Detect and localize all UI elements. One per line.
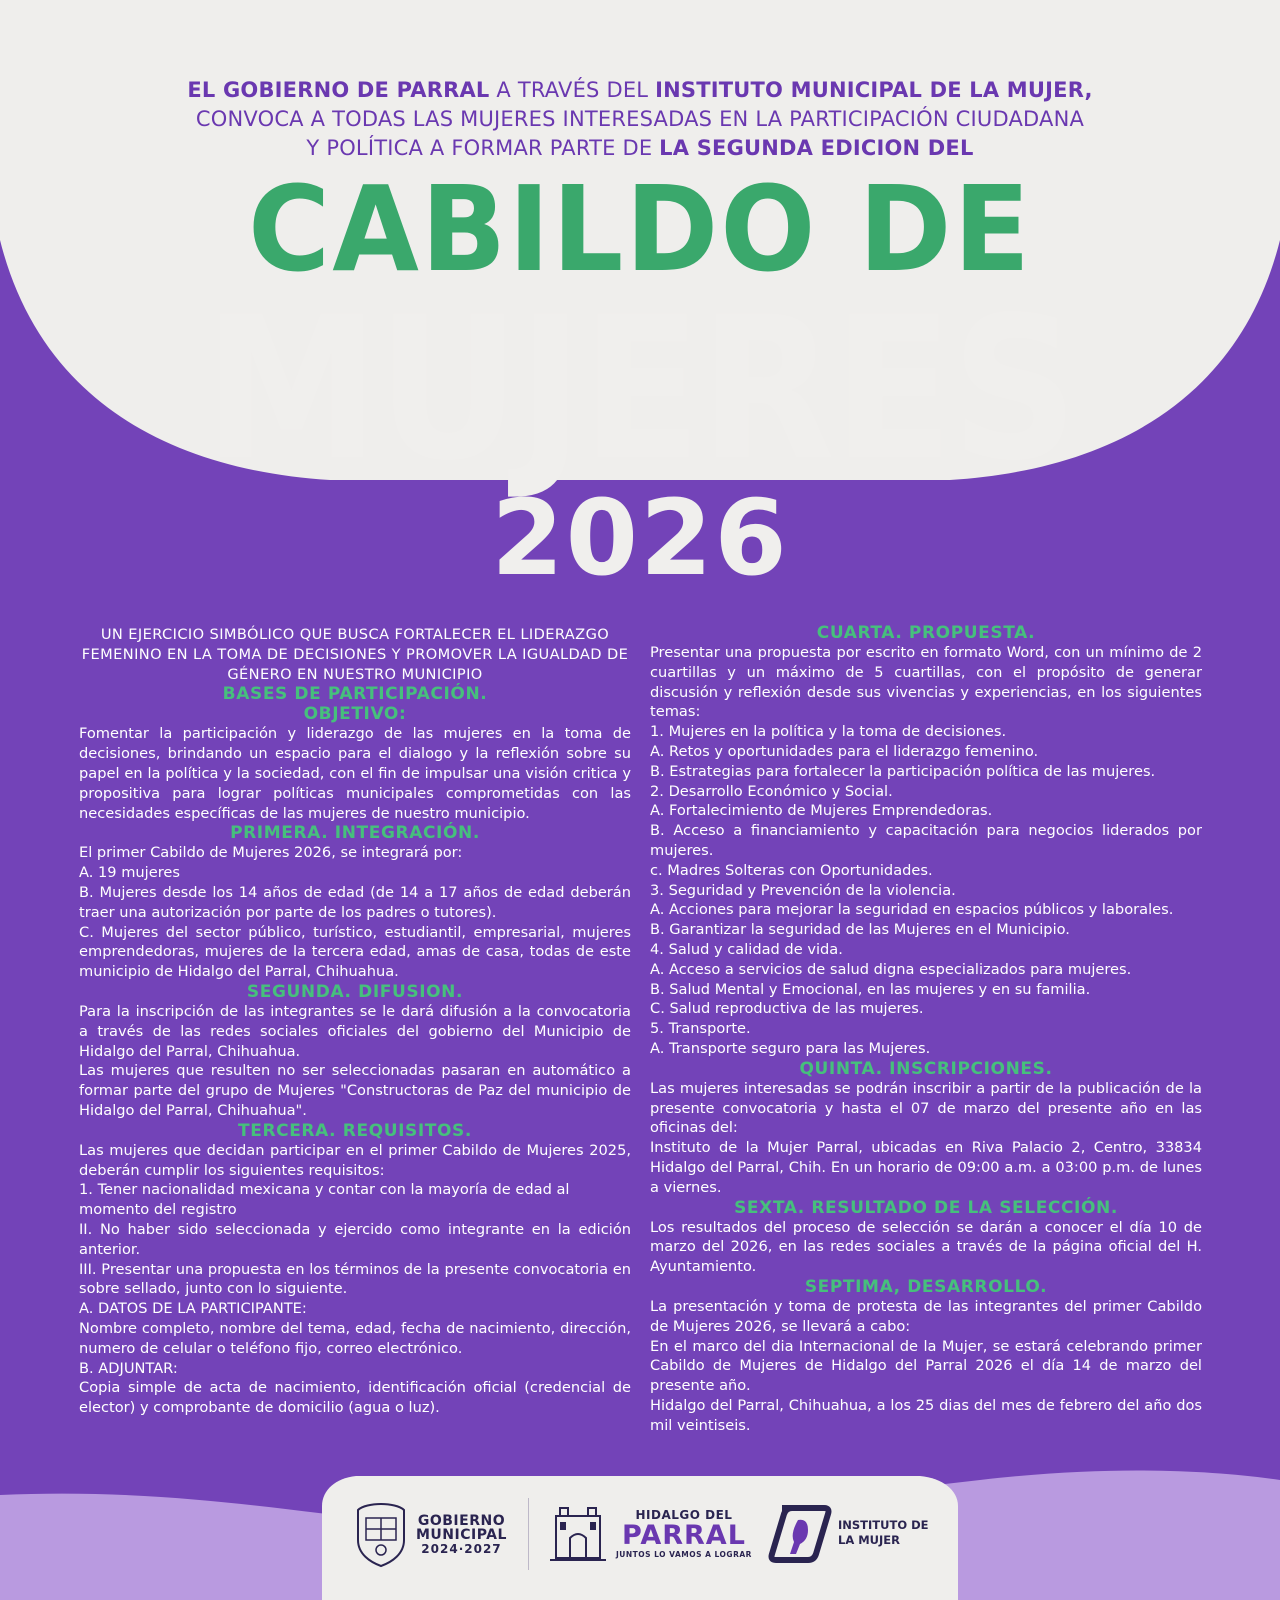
title-year: 2026 <box>491 477 789 599</box>
sexta-heading: SEXTA. RESULTADO DE LA SELECCIÓN. <box>734 1197 1118 1218</box>
inst-line-1: INSTITUTO DE <box>838 1518 929 1532</box>
tema-item: C. Salud reproductiva de las mujeres. <box>650 1000 924 1018</box>
sexta-text-1: Los resultados del proceso de selección se darán a conocer el día 10 de marzo del 2026, en las redes sociales a través de la página oficial del H. Ayuntamiento. <box>650 1218 1202 1276</box>
header-line-3 <box>140 134 1140 163</box>
objetivo-text: Fomentar la participación y liderazgo de las mujeres en la toma de decisiones, brindando un espacio para el dialogo y la reflexión sobre su papel en la política y la sociedad, con el fin de impulsar una visión critica y propositiva para lograr políticas municipales comprometidas con las necesidades específicas de las mujeres de nuestro municipio. <box>79 725 631 822</box>
tercera-heading: TERCERA. REQUISITOS. <box>238 1120 472 1141</box>
header-connector: A TRAVÉS DEL <box>489 78 656 102</box>
segunda-text-2: Las mujeres que resulten no ser seleccionadas pasaran en automático a formar parte del grupo de Mujeres "Constructoras de Paz del municipio de Hidalgo del Parral, Chihuahua". <box>79 1062 631 1119</box>
bases-heading: BASES DE PARTICIPACIÓN. <box>222 684 488 705</box>
tema-item: A. Acceso a servicios de salud digna especializados para mujeres. <box>650 960 1132 978</box>
tercera-text-5: A. DATOS DE LA PARTICIPANTE: <box>79 1300 307 1318</box>
quinta-text-2: Instituto de la Mujer Parral, ubicadas en Riva Palacio 2, Centro, 33834 Hidalgo del Parral, Chih. En un horario de 09:00 a.m. a 03:00 p.m. de lunes a viernes. <box>650 1139 1202 1196</box>
tema-item: B. Estrategias para fortalecer la participación política de las mujeres. <box>650 762 1156 780</box>
tercera-text-2: 1. Tener nacionalidad mexicana y contar con la mayoría de edad al momento del registro <box>79 1181 570 1219</box>
header-intro <box>140 76 1140 163</box>
septima-heading: SEPTIMA, DESARROLLO. <box>804 1276 1048 1297</box>
tema-item: B. Salud Mental y Emocional, en las mujeres y en su familia. <box>650 980 1091 998</box>
gob-years: 2024·2027 <box>421 1542 502 1556</box>
tercera-text-3: II. No haber sido seleccionada y ejercido como integrante en la edición anterior. <box>79 1220 631 1258</box>
parral-logo <box>616 1508 752 1559</box>
inst-line-2: LA MUJER <box>838 1533 901 1547</box>
header-instituto: INSTITUTO MUNICIPAL DE LA MUJER, <box>655 78 1093 102</box>
footer-logos <box>340 1490 940 1580</box>
septima-text-3: Hidalgo del Parral, Chihuahua, a los 25 dias del mes de febrero del año dos mil veintiseis. <box>650 1396 1202 1434</box>
septima-text-1: La presentación y toma de protesta de las integrantes del primer Cabildo de Mujeres 2026, se llevará a cabo: <box>650 1297 1202 1335</box>
tema-item: 3. Seguridad y Prevención de la violencia. <box>650 881 956 899</box>
tercera-text-8: Copia simple de acta de nacimiento, identificación oficial (credencial de elector) y comprobante de domicilio (agua o luz). <box>79 1379 631 1417</box>
primera-text-3: B. Mujeres desde los 14 años de edad (de 14 a 17 años de edad deberán traer una autorización por parte de los padres o tutores). <box>79 883 631 921</box>
intro-statement: UN EJERCICIO SIMBÓLICO QUE BUSCA FORTALECER EL LIDERAZGO FEMENINO EN LA TOMA DE DECISIONES Y PROMOVER LA IGUALDAD DE GÉNERO EN NUESTRO MUNICIPIO <box>81 626 629 683</box>
right-column <box>650 623 1202 1435</box>
tercera-text-4: III. Presentar una propuesta en los términos de la presente convocatoria en sobre sellado, junto con lo siguiente. <box>79 1260 631 1298</box>
tercera-text-7: B. ADJUNTAR: <box>79 1359 178 1377</box>
tema-item: A. Fortalecimiento de Mujeres Emprendedoras. <box>650 802 993 820</box>
header-line-3-text: Y POLÍTICA A FORMAR PARTE DE <box>306 136 660 160</box>
municipal-shield-icon <box>354 1500 408 1568</box>
cuarta-intro: Presentar una propuesta por escrito en formato Word, con un mínimo de 2 cuartillas y un máximo de 5 cuartillas, con el propósito de generar discusión y reflexión desde sus vivencias y experiencias, en los siguientes temas: <box>650 644 1202 721</box>
quinta-text-1: Las mujeres interesadas se podrán inscribir a partir de la publicación de la presente convocatoria y hasta el 07 de marzo del presente año en las oficinas del: <box>650 1079 1202 1137</box>
gob-line-2: MUNICIPAL <box>416 1527 507 1543</box>
title-cabildo: CABILDO DE <box>248 161 1032 299</box>
tema-item: A. Acciones para mejorar la seguridad en espacios públicos y laborales. <box>650 901 1174 919</box>
septima-text-2: En el marco del dia Internacional de la Mujer, se estará celebrando primer Cabildo de Mujeres de Hidalgo del Parral 2026 el día 14 de marzo del presente año. <box>650 1337 1202 1395</box>
tema-item: 2. Desarrollo Económico y Social. <box>650 782 893 800</box>
primera-text-2: A. 19 mujeres <box>79 864 180 882</box>
tema-item: c. Madres Solteras con Oportunidades. <box>650 861 933 879</box>
parral-small-text: HIDALGO DEL <box>635 1508 733 1522</box>
tema-item: 4. Salud y calidad de vida. <box>650 940 843 958</box>
quinta-heading: QUINTA. INSCRIPCIONES. <box>799 1058 1053 1079</box>
instituto-mujer-icon <box>768 1504 832 1564</box>
cuarta-heading: CUARTA. PROPUESTA. <box>816 623 1036 643</box>
tema-item: 1. Mujeres en la política y la toma de decisiones. <box>650 723 1007 741</box>
left-column <box>79 625 631 1418</box>
tema-item: 5. Transporte. <box>650 1020 751 1038</box>
parral-building-icon <box>546 1502 610 1566</box>
segunda-heading: SEGUNDA. DIFUSION. <box>246 981 464 1002</box>
header-line-1 <box>140 76 1140 105</box>
header-gobierno: EL GOBIERNO DE PARRAL <box>187 78 490 102</box>
parral-tagline: JUNTOS LO VAMOS A LOGRAR <box>616 1550 752 1559</box>
header-line-2: CONVOCA A TODAS LAS MUJERES INTERESADAS EN LA PARTICIPACIÓN CIUDADANA <box>195 107 1085 131</box>
primera-text-1: El primer Cabildo de Mujeres 2026, se integrará por: <box>79 844 463 862</box>
tema-item: A. Retos y oportunidades para el liderazgo femenino. <box>650 742 1039 760</box>
primera-text-4: C. Mujeres del sector público, turístico, estudiantil, empresarial, mujeres emprendedoras, mujeres de la tercera edad, amas de casa, todas de este municipio de Hidalgo del Parral, Chihuahua. <box>79 923 631 981</box>
tercera-text-1: Las mujeres que decidan participar en el primer Cabildo de Mujeres 2025, deberán cumplir los siguientes requisitos: <box>79 1141 631 1179</box>
objetivo-heading: OBJETIVO: <box>303 704 407 725</box>
header-edicion: LA SEGUNDA EDICION DEL <box>659 136 974 160</box>
primera-heading: PRIMERA. INTEGRACIÓN. <box>230 823 480 844</box>
footer-divider <box>528 1498 529 1570</box>
tema-item: B. Acceso a financiamiento y capacitación para negocios liderados por mujeres. <box>650 822 1202 859</box>
tercera-text-6: Nombre completo, nombre del tema, edad, fecha de nacimiento, dirección, numero de celular o teléfono fijo, correo electrónico. <box>79 1319 631 1357</box>
gobierno-municipal-logo <box>416 1514 507 1556</box>
gob-line-1: GOBIERNO <box>417 1513 506 1529</box>
parral-big-text: PARRAL <box>622 1520 746 1551</box>
instituto-mujer-logo <box>838 1518 929 1548</box>
segunda-text-1: Para la inscripción de las integrantes se le dará difusión a la convocatoria a través de las redes sociales oficiales del gobierno del Municipio de Hidalgo del Parral, Chihuahua. <box>79 1002 631 1060</box>
tema-item: A. Transporte seguro para las Mujeres. <box>650 1039 931 1057</box>
tema-item: B. Garantizar la seguridad de las Mujeres en el Municipio. <box>650 921 1070 939</box>
title-mujeres: MUJERES <box>203 274 1077 505</box>
